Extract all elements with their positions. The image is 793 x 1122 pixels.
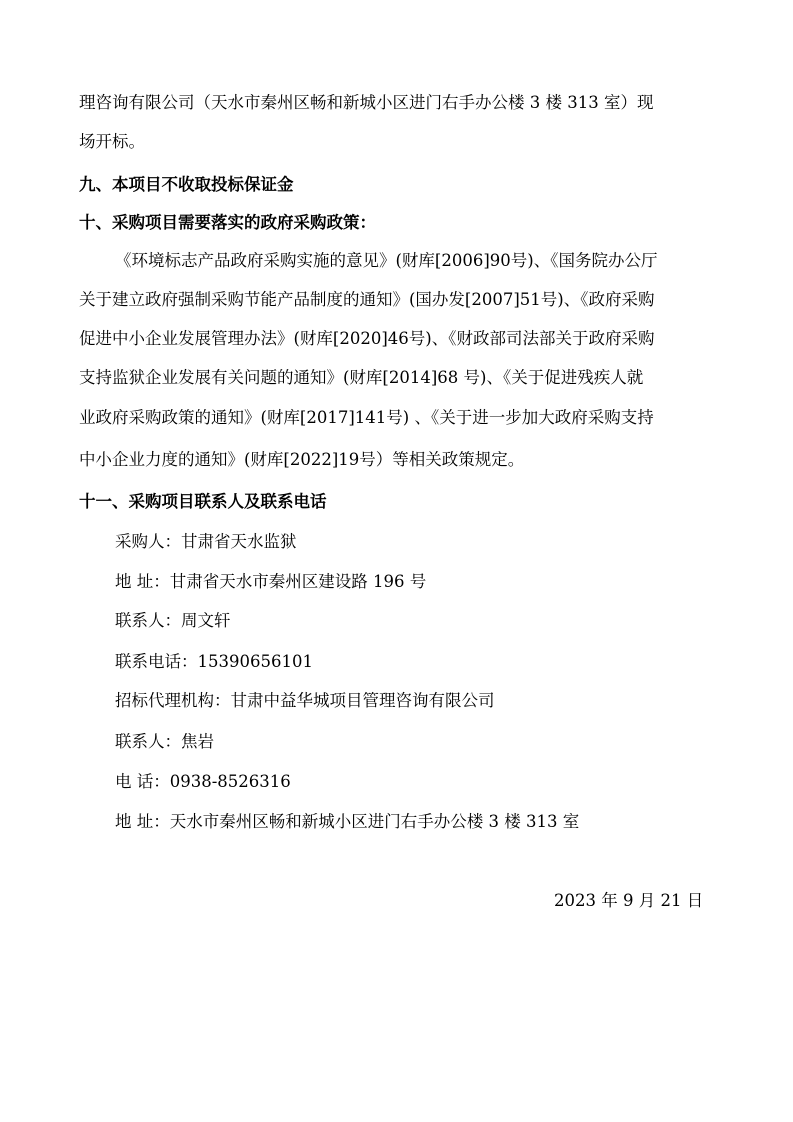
policy-paragraph-line: 促进中小企业发展管理办法》(财库[2020]46号)、《财政部司法部关于政府采购: [79, 329, 655, 348]
section-9-heading: 九、本项目不收取投标保证金: [79, 175, 294, 194]
agency-contact: 联系人：焦岩: [115, 732, 214, 751]
agency-name: 招标代理机构：甘肃中益华城项目管理咨询有限公司: [115, 691, 495, 710]
policy-paragraph-line: 业政府采购政策的通知》(财库[2017]141号) 、《关于进一步加大政府采购支持: [79, 408, 654, 427]
section-11-heading: 十一、采购项目联系人及联系电话: [79, 492, 327, 511]
policy-paragraph-line: 中小企业力度的通知》(财库[2022]19号）等相关政策规定。: [79, 450, 525, 469]
agency-address: 地 址：天水市秦州区畅和新城小区进门右手办公楼 3 楼 313 室: [115, 812, 580, 831]
policy-paragraph-line: 关于建立政府强制采购节能产品制度的通知》(国办发[2007]51号)、《政府采购: [79, 290, 655, 309]
intro-line-2: 场开标。: [79, 132, 145, 151]
purchaser-address: 地 址：甘肃省天水市秦州区建设路 196 号: [115, 572, 427, 591]
document-date: 2023 年 9 月 21 日: [554, 891, 704, 910]
purchaser-contact: 联系人：周文轩: [115, 611, 231, 630]
section-10-heading: 十、采购项目需要落实的政府采购政策：: [79, 213, 376, 232]
purchaser-phone: 联系电话：15390656101: [115, 652, 313, 671]
policy-paragraph-line: 支持监狱企业发展有关问题的通知》(财库[2014]68 号)、《关于促进残疾人就: [79, 368, 644, 387]
intro-line-1: 理咨询有限公司（天水市秦州区畅和新城小区进门右手办公楼 3 楼 313 室）现: [79, 93, 654, 112]
policy-paragraph-line: 《环境标志产品政府采购实施的意见》(财库[2006]90号)、《国务院办公厅: [115, 251, 658, 270]
agency-phone: 电 话：0938-8526316: [115, 772, 291, 791]
purchaser-name: 采购人：甘肃省天水监狱: [115, 532, 297, 551]
